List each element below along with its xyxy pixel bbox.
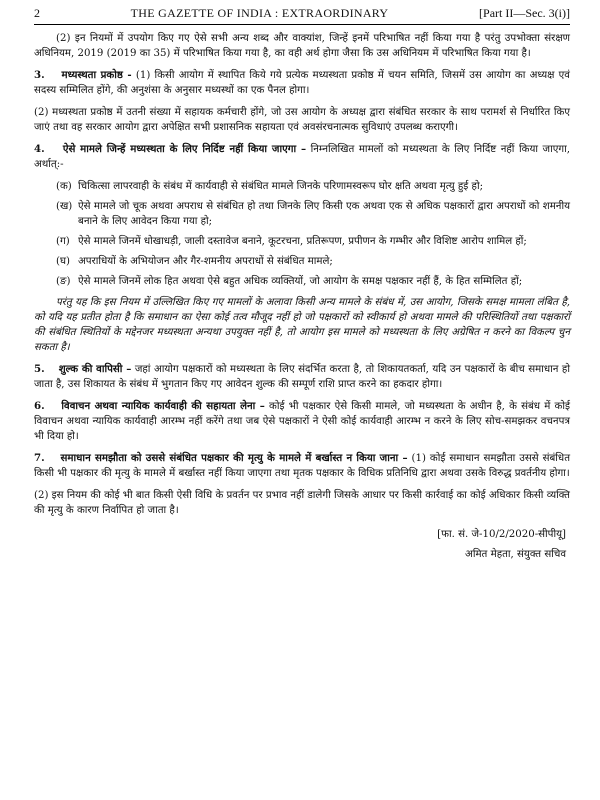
list-item-text: चिकित्सा लापरवाही के संबंध में कार्यवाही से संबंधित मामले जिनके परिणामस्वरूप घोर क्षति अथवा मृत्यु हुई हो;	[78, 181, 484, 192]
rule-6	[34, 399, 570, 444]
signatory: अमित मेहता, संयुक्त सचिव	[465, 549, 566, 560]
rule-3	[34, 68, 570, 98]
list-item-text: ऐसे मामले जिनमें धोखाधड़ी, जाली दस्तावेज बनाने, कूटरचना, प्रतिरूपण, प्रपीणन के गम्भीर और विशिष्ट आरोप शामिल हों;	[78, 236, 527, 247]
part-section: [Part II—Sec. 3(i)]	[479, 6, 570, 20]
list-item-text: अपराधियों के अभियोजन और गैर-शमनीय अपराधों से संबंधित मामले;	[78, 256, 333, 267]
rule-6-heading: विवाचन अथवा न्यायिक कार्यवाही की सहायता लेना –	[61, 400, 265, 412]
list-item	[34, 199, 570, 229]
list-item	[34, 179, 570, 194]
rule-3-body: (1) किसी आयोग में स्थापित किये गये प्रत्येक मध्यस्थता प्रकोष्ठ में चयन समिति, जिसमें उस आयोग का अध्यक्ष एवं सदस्य सम्मिलित होंगे, की अनुशंसा के अनुसार मध्यस्थों का एक पैनल होगा।	[34, 70, 570, 96]
rule-7-body: (1) कोई समाधान समझौता उससे संबंधित किसी भी पक्षकार की मृत्यु के मामले में बर्खास्त नहीं किया जाएगा तथा मृतक पक्षकार के विधिक प्रतिनिधि द्वारा अथवा उसके विरुद्ध प्रवर्तनीय होगा।	[34, 453, 571, 479]
rule-5	[34, 362, 570, 392]
page-number: 2	[34, 6, 40, 20]
list-item-text: ऐसे मामले जिनमें लोक हित अथवा ऐसे बहुत अधिक व्यक्तियों, जो आयोग के समक्ष पक्षकार नहीं हैं, के हित सम्मिलित हों;	[78, 276, 523, 287]
rule-7-sub-2: (2) इस नियम की कोई भी बात किसी ऐसी विधि के प्रवर्तन पर प्रभाव नहीं डालेगी जिसके आधार पर किसी कार्रवाई का कोई अधिकार किसी व्यक्ति की मृत्यु के कारण निर्वापित हो जाता है।	[34, 490, 570, 516]
rule-7	[34, 451, 570, 481]
gazette-title: THE GAZETTE OF INDIA : EXTRAORDINARY	[130, 6, 389, 20]
list-item-label: (क)	[56, 181, 72, 192]
rule-3-sub-2: (2) मध्यस्थता प्रकोष्ठ में उतनी संख्या में सहायक कर्मचारी होंगे, जो उस आयोग के अध्यक्ष द्वारा संबंधित सरकार के साथ परामर्श से निर्धारित किए जाएं तथा वह सरकार आयोग द्वारा अपेक्षित सभी प्रशासनिक सहायता एवं अवसंरचनात्मक सुविधाएं उपलब्ध कराएगी।	[34, 107, 570, 133]
list-item-label: (घ)	[56, 256, 70, 267]
list-item-label: (ङ)	[56, 276, 71, 287]
rule-4-proviso: परंतु यह कि इस नियम में उल्लिखित किए गए मामलों के अलावा किसी अन्य मामले के संबंध में, उस आयोग, जिसके समक्ष मामला लंबित है, को यदि यह प्रतीत होता है कि समाधान का ऐसा कोई तत्व मौजूद नहीं हो जो पक्षकारों को स्वीकार्य हो अथवा मामले की परिस्थितियों तथा पक्षकारों की संबंधित स्थितियों के मद्देनजर मध्यस्थता अन्यथा उपयुक्त नहीं है, तो आयोग इस मामले को मध्यस्थता के लिए अग्रेषित न करने का विकल्प चुन सकता है।	[34, 297, 570, 353]
list-item-label: (ख)	[56, 201, 73, 212]
rule-7-heading: समाधान समझौता को उससे संबंधित पक्षकार की मृत्यु के मामले में बर्खास्त न किया जाना –	[60, 452, 408, 464]
list-item	[34, 234, 570, 249]
list-item	[34, 254, 570, 269]
rule-4-heading: ऐसे मामले जिन्हें मध्यस्थता के लिए निर्दिष्ट नहीं किया जाएगा –	[62, 143, 307, 155]
rule-3-heading: मध्यस्थता प्रकोष्ठ -	[61, 69, 132, 81]
rule-6-number: 6.	[34, 400, 45, 412]
rule-5-body: जहां आयोग पक्षकारों को मध्यस्थता के लिए संदर्भित करता है, तो शिकायतकर्ता, यदि उन पक्षकारों के बीच समाधान हो जाता है, उस शिकायत के संबंध में भुगतान किए गए आवेदन शुल्क की सम्पूर्ण राशि प्राप्त करने का हकदार होगा।	[34, 364, 570, 390]
list-item-label: (ग)	[56, 236, 70, 247]
list-item	[34, 274, 570, 289]
rule-4	[34, 142, 570, 172]
rule-2-sub-2: (2) इन नियमों में उपयोग किए गए ऐसे सभी अन्य शब्द और वाक्यांश, जिन्हें इनमें परिभाषित नहीं किया गया है परंतु उपभोक्ता संरक्षण अधिनियम, 2019 (2019 का 35) में परिभाषित किया गया है, का वही अर्थ होगा जैसा कि उस अधिनियम में परिभाषित किया गया है।	[34, 33, 570, 59]
rule-7-number: 7.	[34, 452, 45, 464]
rule-4-list	[34, 179, 570, 289]
rule-5-heading: शुल्क की वापिसी –	[58, 363, 132, 375]
file-reference: [फा. सं. जे-10/2/2020-सीपीयू]	[437, 529, 566, 540]
rule-5-number: 5.	[34, 363, 45, 375]
rule-6-body: कोई भी पक्षकार ऐसे किसी मामले, जो मध्यस्थता के अधीन है, के संबंध में कोई विवाचन अथवा न्यायिक कार्यवाही आरम्भ नहीं करेंगे तथा जब ऐसे पक्षकारों ने ऐसी कोई कार्यवाही आरम्भ न करने के लिए सोच-समझकर वचनपत्र भी दिया हो।	[34, 401, 570, 442]
list-item-text: ऐसे मामले जो चूक अथवा अपराध से संबंधित हो तथा जिनके लिए किसी एक अथवा एक से अधिक पक्षकारों द्वारा अपराधों को शमनीय बनाने के लिए आवेदन किया गया हो;	[78, 201, 570, 227]
rule-4-number: 4.	[34, 143, 45, 155]
page-header	[34, 6, 570, 25]
rule-4-body: निम्नलिखित मामलों को मध्यस्थता के लिए निर्दिष्ट नहीं किया जाएगा, अर्थात्:-	[34, 144, 570, 170]
rule-3-number: 3.	[34, 69, 45, 81]
